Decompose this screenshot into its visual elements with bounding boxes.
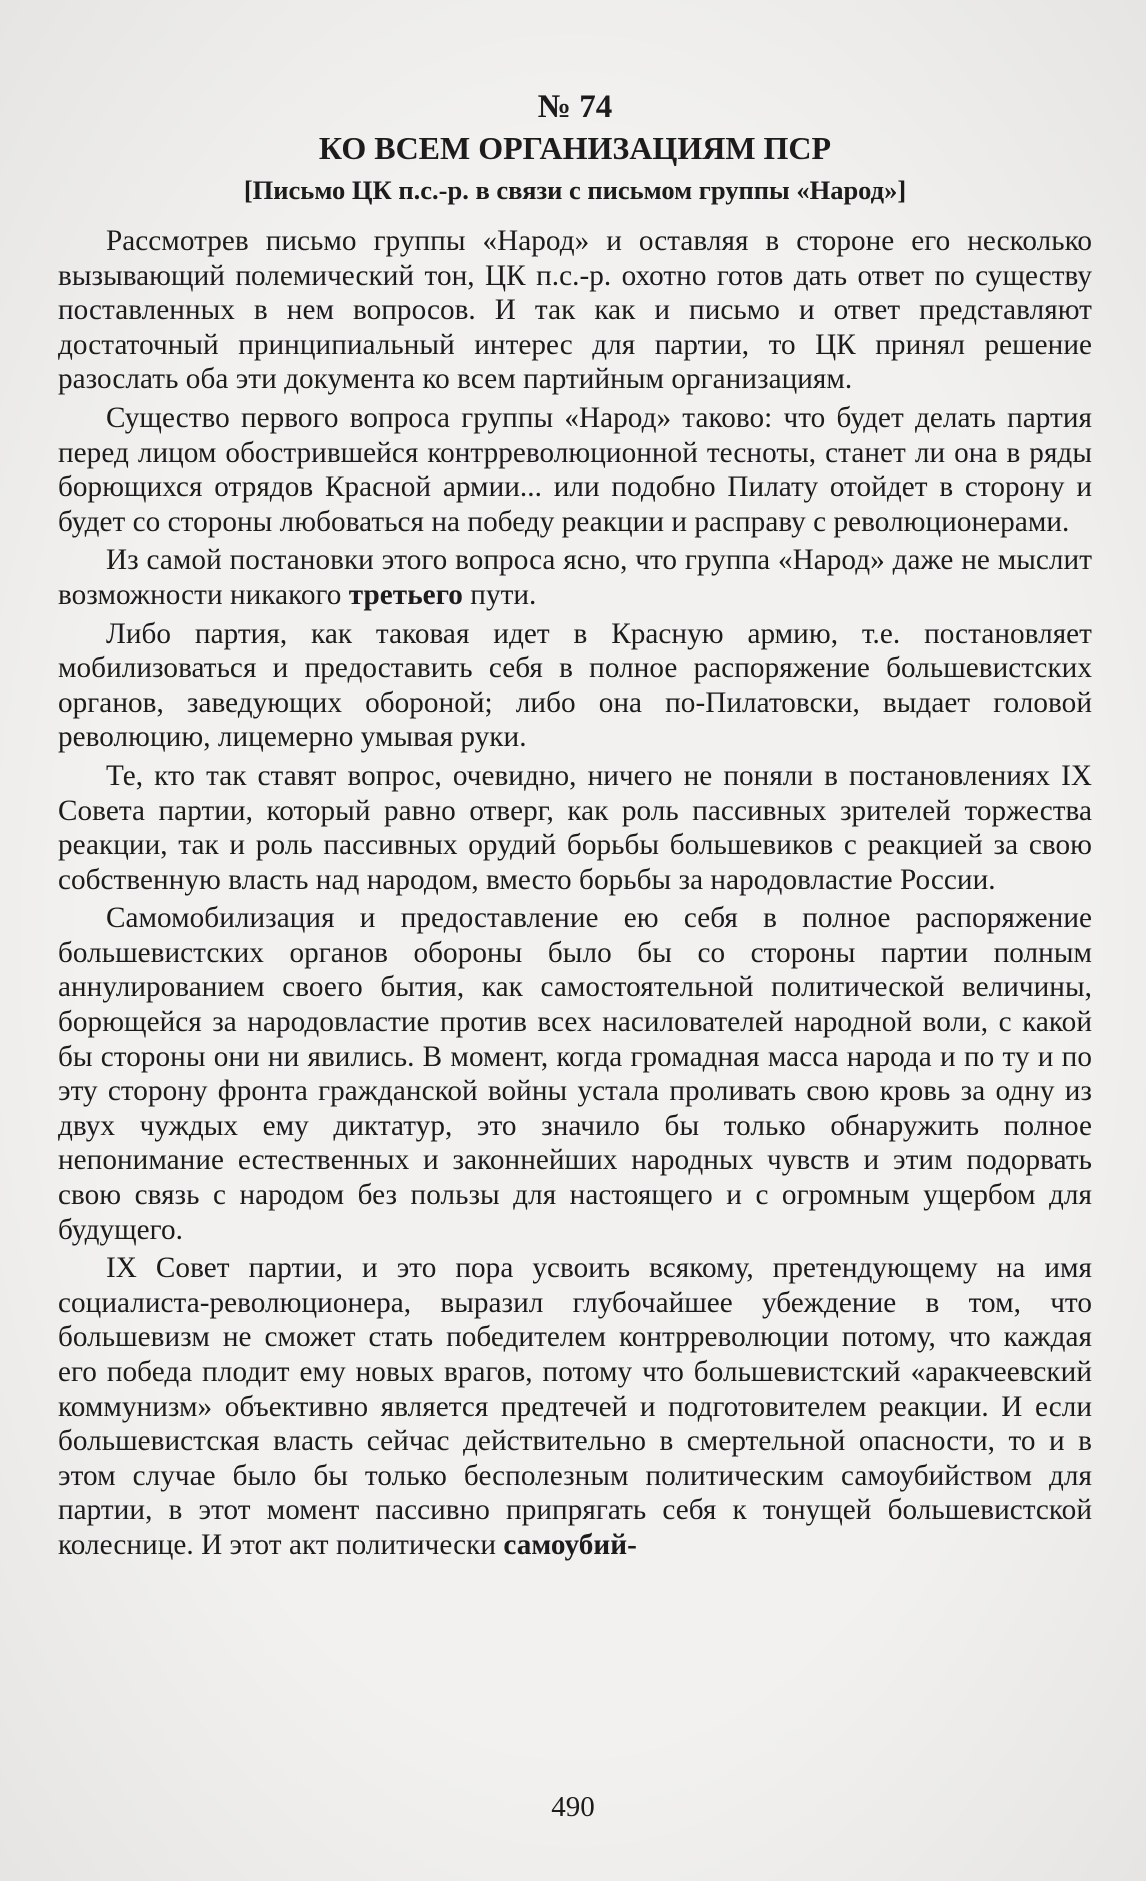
document-subtitle: [Письмо ЦК п.с.-р. в связи с письмом группы «Народ»] (243, 175, 907, 205)
paragraph: Самомобилизация и предоставление ею себя в полное распоряжение большевистских органов обороны было бы со стороны партии полным аннулированием своего бытия, как самостоятельной политической величины, борющейся за народовластие против всех насилователей народной воли, с какой бы стороны они ни явились. В момент, когда громадная масса народа и по ту и по эту сторону фронта гражданской войны устала проливать свою кровь за одну из двух чуждых ему диктатур, это значило бы только обнаружить полное непонимание естественных и законнейших народных чувств и этим подорвать свою связь с народом без пользы для настоящего и с огромным ущербом для будущего. (58, 902, 1092, 1246)
paragraph-text: пути. (462, 578, 537, 611)
paragraph (58, 543, 1092, 612)
paragraph: Существо первого вопроса группы «Народ» таково: что будет делать партия перед лицом обострившейся контрреволюционной тесноты, станет ли она в ряды борющихся отрядов Красной армии... или подобно Пилату отойдет в сторону и будет со стороны любоваться на победу реакции и расправу с революционерами. (58, 401, 1092, 538)
paragraph: Рассмотрев письмо группы «Народ» и оставляя в стороне его несколько вызывающий полемический тон, ЦК п.с.-р. охотно готов дать ответ по существу поставленных в нем вопросов. И так как и письмо и ответ представляют достаточный принципиальный интерес для партии, то ЦК принял решение разослать оба эти документа ко всем партийным организациям. (58, 225, 1092, 396)
paragraph: Те, кто так ставят вопрос, очевидно, ничего не поняли в постановлениях IX Совета партии, который равно отверг, как роль пассивных зрителей торжества реакции, так и роль пассивных орудий борьбы большевиков с реакцией за свою собственную власть над народом, вместо борьбы за народовластие России. (58, 759, 1092, 896)
document-title: КО ВСЕМ ОРГАНИЗАЦИЯМ ПСР (318, 130, 832, 166)
page-number: 490 (551, 1791, 595, 1823)
paragraph: Либо партия, как таковая идет в Красную армию, т.е. постановляет мобилизоваться и предоставить себя в полное распоряжение большевистских органов, заведующих обороной; либо она по-Пилатовски, выдает головой революцию, лицемерно умывая руки. (58, 617, 1092, 754)
emphasis-text: самоубий- (503, 1528, 637, 1561)
paragraph-text: Из самой постановки этого вопроса ясно, что группа «Народ» даже не мыслит возможности никакого (58, 544, 1092, 611)
emphasis-text: третьего (348, 578, 463, 611)
paragraph (58, 1251, 1092, 1562)
paragraph-text: IX Совет партии, и это пора усвоить всякому, претендующему на имя социалиста-революционера, выразил глубочайшее убеждение в том, что большевизм не сможет стать победителем контрреволюции потому, что каждая его победа плодит ему новых врагов, потому что большевистский «аракчеевский коммунизм» объективно является предтечей и подготовителем реакции. И если большевистская власть сейчас действительно в смертельной опасности, то и в этом случае было бы только бесполезным политическим самоубийством для партии, в этот момент пассивно припрягать себя к тонущей большевистской колеснице. И этот акт политически (58, 1252, 1092, 1561)
document-body (58, 88, 1092, 1567)
document-number: № 74 (537, 89, 613, 125)
